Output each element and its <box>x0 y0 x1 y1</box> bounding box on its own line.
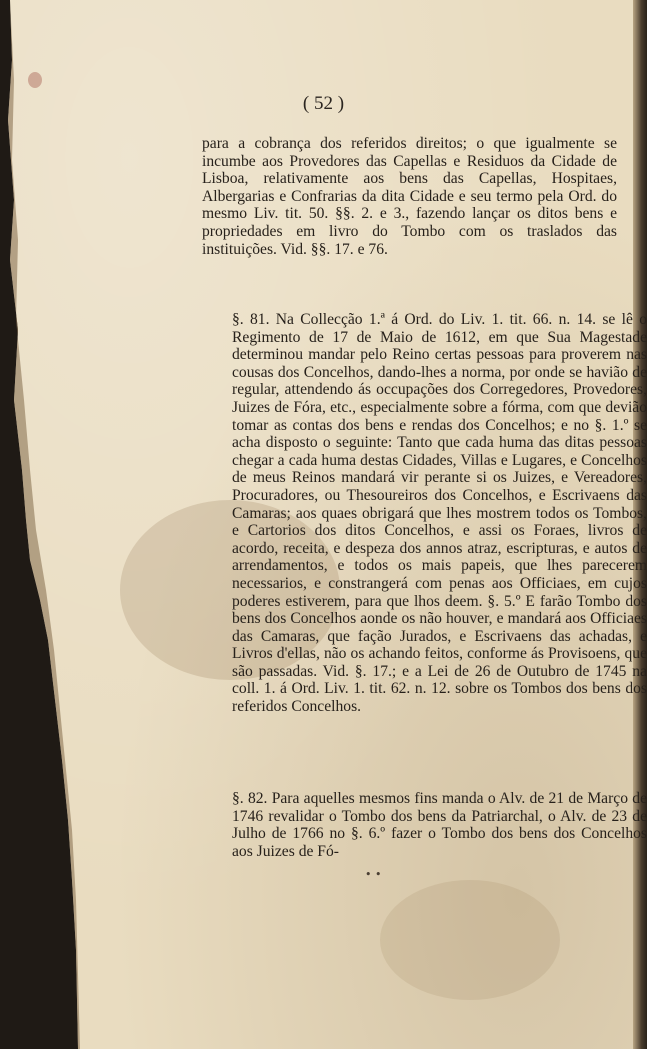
body-paragraph: para a cobrança dos referidos direitos; o que igualmente se incumbe aos Provedores das Capellas e Residuos da Cidade de Lisboa, relativamente aos bens das Capellas, Hospitaes, Albergarias e Confrarias da dita Cidade e seu termo pela Ord. do mesmo Liv. tit. 50. §§. 2. e 3., fazendo lançar os ditos bens e propriedades em livro do Tombo com os traslados das instituições. Vid. §§. 17. e 76. <box>202 135 617 258</box>
paper-stain <box>28 72 42 88</box>
torn-page-edge <box>0 0 80 1049</box>
ink-speck: • • <box>365 868 382 881</box>
section-82-paragraph: §. 82. Para aquelles mesmos fins manda o Alv. de 21 de Março de 1746 revalidar o Tombo dos bens da Patriarchal, o Alv. de 23 de Julho de 1766 no §. 6.º fazer o Tombo dos bens dos Concelhos aos Juizes de Fó- <box>232 790 647 860</box>
section-81-paragraph: §. 81. Na Collecção 1.ª á Ord. do Liv. 1. tit. 66. n. 14. se lê o Regimento de 17 de Maio de 1612, em que Sua Magestade determinou mandar pelo Reino certas pessoas para proverem nas cousas dos Concelhos, dando-lhes a norma, por onde se havião de regular, attendendo ás occupações dos Corregedores, Provedores, Juizes de Fóra, etc., especialmente sobre a fórma, com que devião tomar as contas dos bens e rendas dos Concelhos; e no §. 1.º se acha disposto o seguinte: Tanto que cada huma das ditas pessoas chegar a cada huma destas Cidades, Villas e Lugares, e Concelhos de meus Reinos mandará vir perante si os Juizes, e Vereadores, Procuradores, ou Thesoureiros dos Concelhos, e Escrivaens das Camaras; aos quaes obrigará que lhes mostrem todos os Tombos, e Cartorios dos ditos Concelhos, e assi os Foraes, livros de acordo, receita, e despeza dos annos atraz, escripturas, e autos de arrendamentos, e todos os mais papeis, que lhes parecerem necessarios, e constrangerá com penas aos Officiaes, em cujos poderes estiverem, para que lhos deem. §. 5.º E farão Tombo dos bens dos Concelhos aonde os não houver, e mandará aos Officiaes das Camaras, que fação Jurados, e Escrivaens das achadas, e Livros d'ellas, não os achando feitos, conforme ás Provisoens, que são passadas. Vid. §. 17.; e a Lei de 26 de Outubro de 1745 na coll. 1. á Ord. Liv. 1. tit. 62. n. 12. sobre os Tombos dos bens dos referidos Concelhos. <box>232 311 647 716</box>
paper-stain <box>380 880 560 1000</box>
page-number: ( 52 ) <box>302 93 345 114</box>
